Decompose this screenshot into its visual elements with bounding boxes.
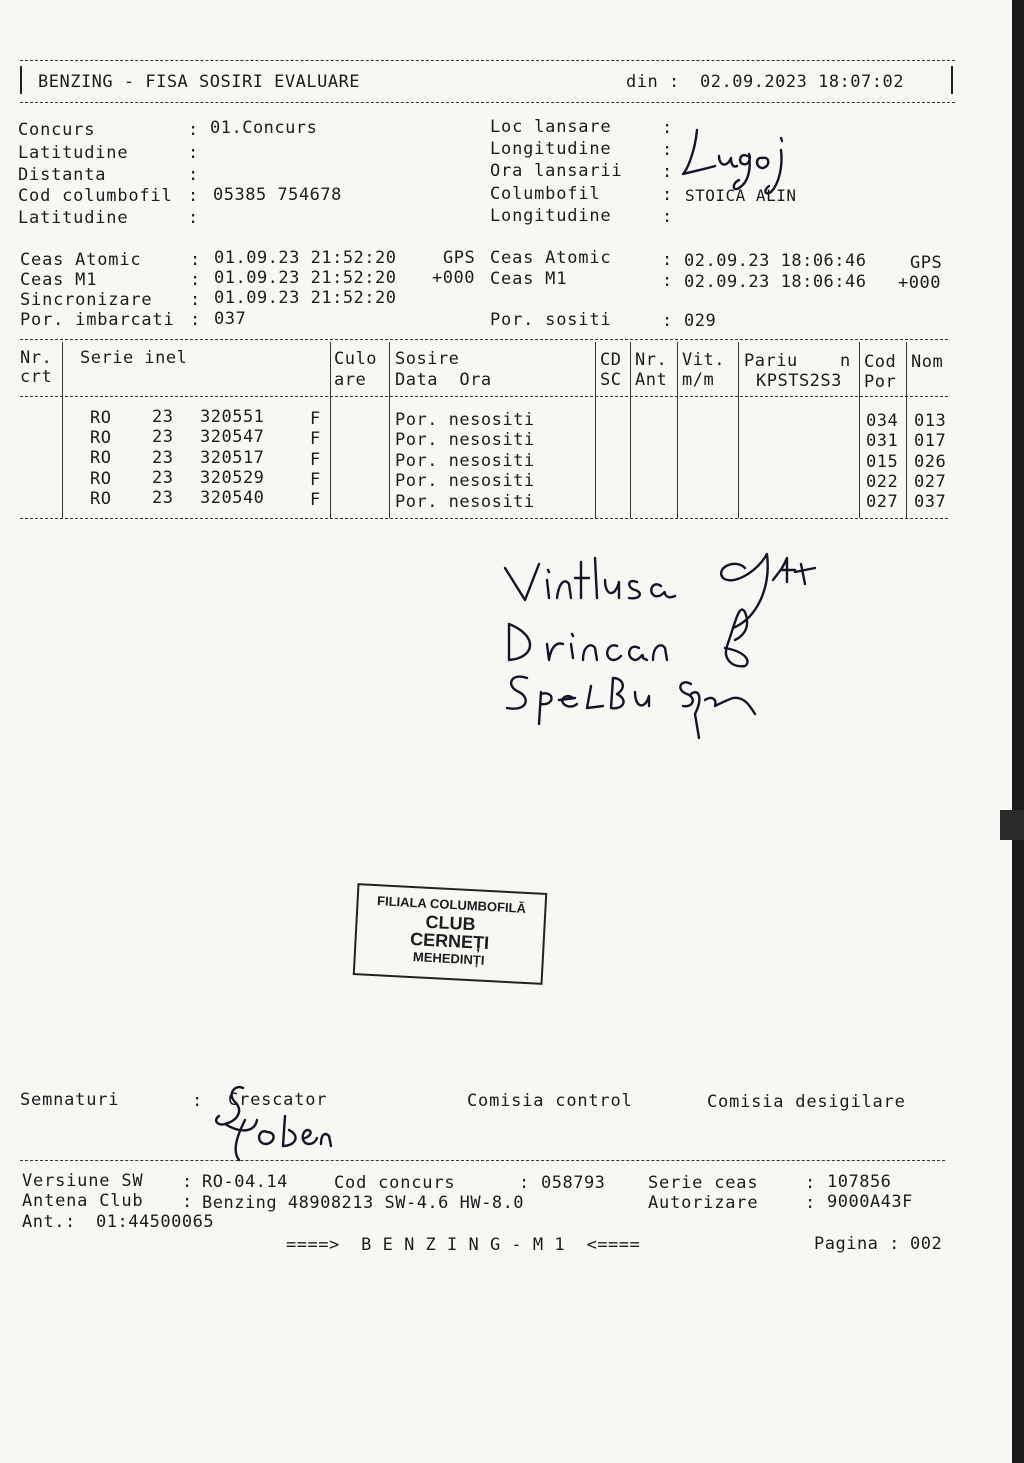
th-serie-inel: Serie inel (80, 348, 188, 368)
row3-country: RO (90, 448, 112, 468)
row3-nom: 026 (914, 452, 947, 472)
cod-concurs-value: 058793 (541, 1173, 606, 1193)
row1-country: RO (90, 408, 112, 428)
th-nr-ant: Nr. (635, 350, 668, 370)
th2-ant: Ant (635, 370, 668, 390)
col-divider-1 (62, 342, 63, 518)
stamp-line-3: CERNEȚI (409, 928, 490, 954)
info-right-label-1: Loc lansare (490, 117, 612, 137)
row2-country: RO (90, 428, 112, 448)
info-right-colon-5: : (662, 207, 673, 227)
th-pariu: Pariu (744, 351, 798, 371)
row2-year: 23 (152, 427, 174, 447)
info-left-label-5: Latitudine (18, 208, 129, 228)
row4-nom: 027 (914, 472, 947, 492)
clock-left-colon-4: : (190, 310, 201, 330)
th-cod: Cod (864, 352, 897, 372)
clock-right-extra-1: GPS (910, 253, 943, 273)
pagina-value: 002 (910, 1234, 943, 1254)
row1-sosire: Por. nesositi (395, 410, 535, 430)
col-divider-9 (906, 342, 907, 518)
info-right-value-4: STOICA ALIN (685, 186, 797, 205)
th-nom: Nom (911, 352, 944, 372)
clock-left-value-3: 01.09.23 21:52:20 (214, 288, 397, 308)
stamp-line-1: FILIALA COLUMBOFILĂ (376, 893, 527, 916)
clock-right-label-3: Por. sositi (490, 310, 612, 330)
row4-country: RO (90, 469, 112, 489)
col-divider-2 (330, 342, 331, 518)
row3-year: 23 (152, 448, 174, 468)
row4-year: 23 (152, 468, 174, 488)
col-divider-3 (389, 342, 390, 518)
versiune-colon: : (182, 1172, 193, 1192)
serie-ceas-colon: : (805, 1173, 816, 1193)
row1-year: 23 (152, 407, 174, 427)
clock-left-value-1: 01.09.23 21:52:20 (214, 248, 397, 268)
semnaturi-label: Semnaturi (20, 1090, 120, 1110)
clock-right-colon-3: : (662, 311, 673, 331)
clock-left-value-2: 01.09.23 21:52:20 (214, 268, 397, 288)
versiune-value: RO-04.14 (202, 1172, 288, 1192)
serie-ceas-label: Serie ceas (648, 1173, 759, 1193)
antena-label: Antena Club (22, 1191, 144, 1211)
table-header-rule (20, 396, 948, 397)
header-bottom-rule (20, 102, 955, 103)
comisia-desigilare-label: Comisia desigilare (707, 1092, 906, 1112)
info-right-colon-2: : (662, 140, 673, 160)
row3-sosire: Por. nesositi (395, 451, 535, 471)
row2-sex: F (310, 429, 321, 449)
clock-left-colon-2: : (190, 270, 201, 290)
row4-ring: 320529 (200, 468, 265, 488)
row4-cod: 022 (866, 472, 899, 492)
row5-sosire: Por. nesositi (395, 492, 535, 512)
antena-colon: : (182, 1192, 193, 1212)
serie-ceas-value: 107856 (827, 1172, 892, 1192)
handwritten-place-lugoj (675, 122, 805, 202)
col-divider-6 (677, 342, 678, 518)
paper-edge-notch (1000, 810, 1024, 840)
header-left-bar (20, 66, 22, 94)
stamp-line-4: MEHEDINȚI (412, 949, 485, 968)
th-sosire: Sosire (395, 349, 460, 369)
ant-value: 01:44500065 (96, 1212, 215, 1232)
document-title: BENZING - FISA SOSIRI EVALUARE (38, 72, 361, 92)
crescator-signature (205, 1080, 345, 1170)
th2-are: are (334, 370, 367, 390)
info-left-colon-5: : (188, 208, 199, 228)
col-divider-8 (859, 342, 860, 518)
header-right-bar (951, 66, 953, 94)
row4-sex: F (310, 470, 321, 490)
clock-left-colon-3: : (190, 290, 201, 310)
info-left-value-4: 05385 754678 (213, 185, 342, 205)
row2-ring: 320547 (200, 427, 265, 447)
row3-sex: F (310, 450, 321, 470)
th-n: n (840, 351, 851, 371)
info-right-colon-4: : (662, 185, 673, 205)
clock-left-extra-2: +000 (432, 268, 475, 288)
info-left-value-1: 01.Concurs (210, 118, 318, 138)
stamp-line-2: CLUB (425, 911, 477, 935)
clock-left-value-4: 037 (214, 309, 247, 329)
clock-left-label-3: Sincronizare (20, 290, 153, 310)
ant-label: Ant.: (22, 1212, 76, 1232)
handwritten-commission-names (495, 528, 835, 748)
info-left-colon-1: : (188, 120, 199, 140)
clock-left-label-2: Ceas M1 (20, 270, 98, 290)
versiune-label: Versiune SW (22, 1171, 144, 1191)
table-top-rule (20, 339, 948, 340)
clock-right-label-2: Ceas M1 (490, 269, 568, 289)
table-bottom-rule (20, 518, 948, 519)
col-divider-4 (595, 342, 596, 518)
antena-value: Benzing 48908213 SW-4.6 HW-8.0 (202, 1193, 525, 1213)
row2-nom: 017 (914, 431, 947, 451)
clock-left-label-4: Por. imbarcati (20, 310, 175, 330)
row1-nom: 013 (914, 411, 947, 431)
th-vit: Vit. (682, 350, 725, 370)
th2-kpsts: KPSTS2S3 (756, 371, 842, 391)
clock-right-label-1: Ceas Atomic (490, 248, 612, 268)
info-left-colon-4: : (188, 186, 199, 206)
clock-left-label-1: Ceas Atomic (20, 250, 142, 270)
info-left-label-3: Distanta (18, 165, 107, 185)
cod-concurs-label: Cod concurs (334, 1173, 456, 1193)
cod-concurs-colon: : (519, 1173, 530, 1193)
header-top-rule (20, 60, 955, 61)
col-divider-7 (738, 342, 739, 518)
clock-right-extra-2: +000 (898, 273, 941, 293)
clock-left-extra-1: GPS (443, 248, 476, 268)
autorizare-colon: : (805, 1193, 816, 1213)
info-left-label-2: Latitudine (18, 143, 129, 163)
row5-year: 23 (152, 488, 174, 508)
row1-ring: 320551 (200, 407, 265, 427)
row5-country: RO (90, 489, 112, 509)
benzing-banner: ====> B E N Z I N G - M 1 <==== (286, 1235, 641, 1255)
row5-sex: F (310, 490, 321, 510)
th2-mm: m/m (682, 370, 715, 390)
pagina-label: Pagina : (814, 1234, 900, 1254)
th-cd: CD (600, 350, 622, 370)
info-right-label-2: Longitudine (490, 139, 612, 159)
autorizare-value: 9000A43F (827, 1192, 913, 1212)
crescator-label: Crescator (228, 1090, 328, 1110)
row3-ring: 320517 (200, 448, 265, 468)
info-left-label-4: Cod columbofil (18, 186, 173, 206)
clock-right-value-3: 029 (684, 311, 717, 331)
footer-top-rule (20, 1160, 945, 1161)
info-right-colon-1: : (662, 118, 673, 138)
row1-cod: 034 (866, 411, 899, 431)
header-din-label: din : (626, 72, 680, 92)
info-left-colon-2: : (188, 143, 199, 163)
row2-sosire: Por. nesositi (395, 430, 535, 450)
th-culo: Culo (334, 349, 377, 369)
row5-cod: 027 (866, 492, 899, 512)
info-left-colon-3: : (188, 165, 199, 185)
clock-right-colon-2: : (662, 271, 673, 291)
th2-sc: SC (600, 370, 622, 390)
info-left-label-1: Concurs (18, 120, 96, 140)
th-nr: Nr. (20, 348, 53, 368)
semnaturi-colon: : (192, 1091, 203, 1111)
header-datetime: 02.09.2023 18:07:02 (700, 72, 904, 92)
paper-edge (1012, 0, 1024, 1463)
info-right-label-3: Ora lansarii (490, 161, 623, 181)
row3-cod: 015 (866, 452, 899, 472)
info-right-label-5: Longitudine (490, 206, 612, 226)
club-stamp (353, 883, 548, 985)
clock-right-value-2: 02.09.23 18:06:46 (684, 272, 867, 292)
row5-nom: 037 (914, 492, 947, 512)
comisia-control-label: Comisia control (467, 1091, 633, 1111)
row5-ring: 320540 (200, 488, 265, 508)
th2-data-ora: Data Ora (395, 370, 492, 390)
info-right-colon-3: : (662, 162, 673, 182)
info-right-label-4: Columbofil (490, 184, 601, 204)
clock-left-colon-1: : (190, 250, 201, 270)
row4-sosire: Por. nesositi (395, 471, 535, 491)
clock-right-colon-1: : (662, 250, 673, 270)
th2-crt: crt (20, 367, 53, 387)
autorizare-label: Autorizare (648, 1193, 759, 1213)
row2-cod: 031 (866, 431, 899, 451)
row1-sex: F (310, 409, 321, 429)
th2-por: Por (864, 372, 897, 392)
clock-right-value-1: 02.09.23 18:06:46 (684, 251, 867, 271)
col-divider-5 (630, 342, 631, 518)
